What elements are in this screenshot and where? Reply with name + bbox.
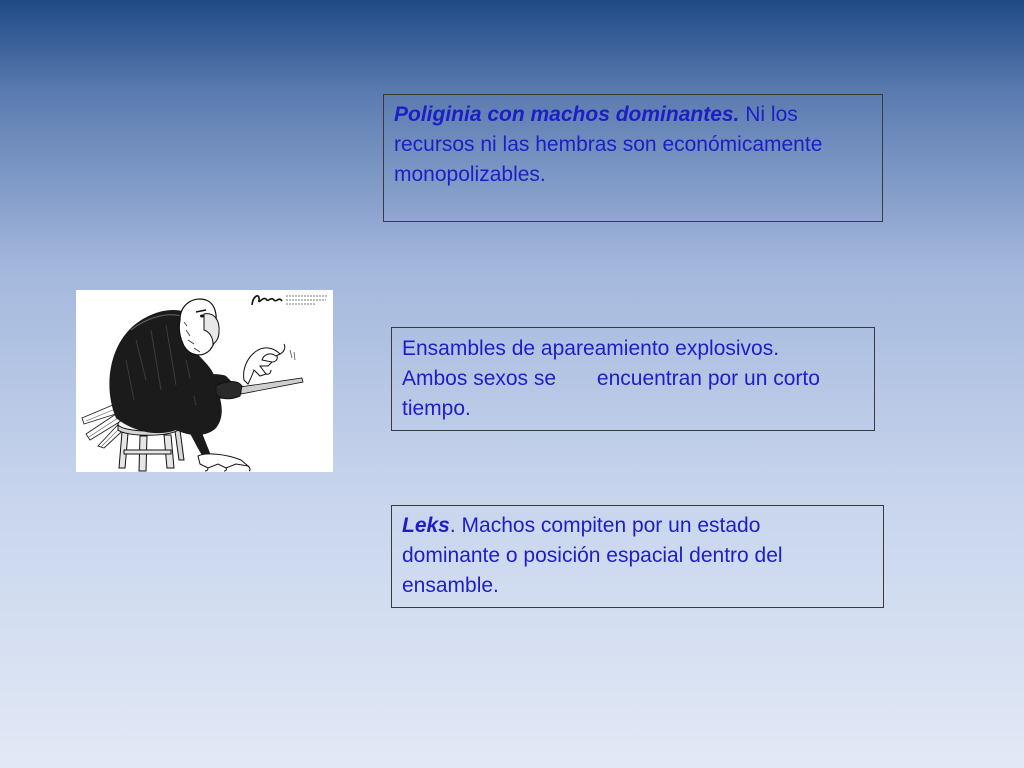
explosivos-paragraph (402, 334, 834, 424)
leks-description: . Machos compiten por un estado dominante o posición espacial dentro del ensamble. (402, 514, 783, 597)
text-box-poliginia (383, 94, 883, 222)
leks-heading: Leks (402, 514, 450, 537)
poliginia-description: Ni los recursos ni las hembras son económicamente monopolizables. (394, 103, 823, 186)
poliginia-paragraph (394, 100, 854, 190)
text-box-leks (391, 505, 884, 608)
eagle-cartoon-image (76, 290, 333, 472)
poliginia-heading: Poliginia con machos dominantes. (394, 103, 740, 126)
text-box-explosivos (391, 327, 875, 431)
eagle-eye (200, 315, 204, 318)
explosivos-description: Ensambles de apareamiento explosivos. Ambos sexos se encuentran por un corto tiempo. (402, 337, 826, 420)
leks-paragraph (402, 511, 832, 601)
